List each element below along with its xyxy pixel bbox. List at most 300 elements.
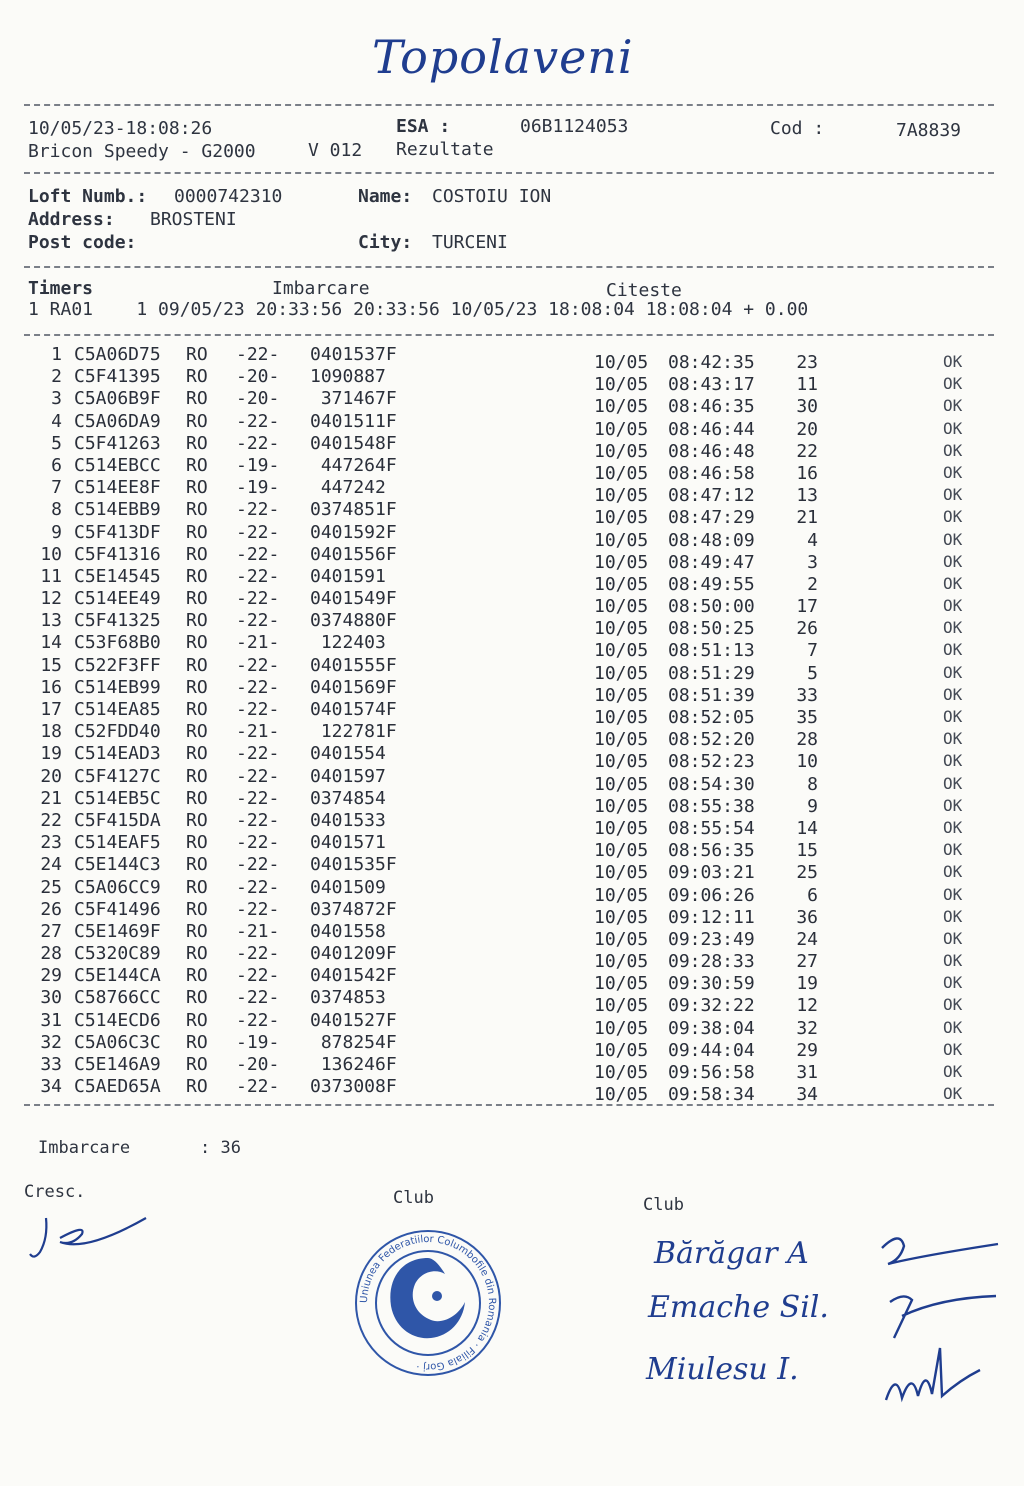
arrival-date: 10/05: [594, 1039, 649, 1061]
ring-serial: 0374872F: [310, 898, 397, 920]
arrival-date: 10/05: [594, 618, 649, 640]
ring-year: -22-: [236, 499, 280, 521]
table-row: [0, 344, 1024, 373]
ring-serial: 0401574F: [310, 699, 397, 720]
position-number: 32: [796, 1017, 818, 1039]
imbarcare-total-label: Imbarcare: [38, 1138, 131, 1158]
cod-label: Cod :: [770, 118, 825, 139]
arrival-date: 10/05: [594, 440, 649, 462]
arrival-date: 10/05: [594, 906, 649, 928]
ring-year: -22-: [236, 743, 280, 765]
postcode-label: Post code:: [28, 232, 137, 253]
arrival-date: 10/05: [594, 551, 649, 573]
city-label: City:: [358, 232, 413, 253]
divider: [24, 334, 994, 336]
position-number: 15: [796, 840, 818, 862]
mode-label: Rezultate: [396, 139, 494, 160]
position-number: 16: [796, 462, 818, 484]
row-index: 16: [40, 676, 62, 698]
arrival-time: 08:55:38: [668, 795, 755, 817]
status-ok: OK: [943, 751, 963, 771]
arrival-date: 10/05: [594, 573, 649, 595]
city-value: TURCENI: [432, 232, 508, 253]
country-code: RO: [186, 943, 208, 965]
table-row: [0, 632, 1024, 662]
row-index: 19: [40, 743, 62, 765]
country-code: RO: [186, 787, 208, 809]
position-number: 8: [807, 773, 818, 795]
arrival-time: 09:32:22: [668, 995, 755, 1017]
country-code: RO: [186, 432, 208, 454]
table-row: [0, 809, 1024, 839]
ring-year: -22-: [236, 876, 280, 898]
ring-serial: 0401537F: [310, 344, 397, 365]
country-code: RO: [186, 543, 208, 565]
ring-year: -22-: [236, 410, 280, 432]
position-number: 12: [796, 995, 818, 1017]
imbarcare-header: Imbarcare: [272, 278, 370, 299]
position-number: 2: [807, 573, 818, 595]
country-code: RO: [186, 699, 208, 720]
ring-year: -22-: [236, 898, 280, 920]
table-row: [0, 920, 1024, 950]
club-signature-name-3: Miulesu I.: [646, 1352, 799, 1387]
ring-serial: 447264F: [310, 454, 397, 476]
status-ok: OK: [943, 1039, 963, 1059]
ring-code: C5F41316: [74, 543, 161, 565]
status-ok: OK: [943, 662, 963, 682]
ring-serial: 0401555F: [310, 654, 397, 676]
position-number: 4: [807, 529, 818, 551]
ring-year: -20-: [236, 1054, 280, 1075]
arrival-time: 08:46:58: [668, 462, 755, 484]
ring-year: -22-: [236, 654, 280, 676]
country-code: RO: [186, 809, 208, 831]
status-ok: OK: [943, 817, 963, 837]
table-row: [0, 876, 1024, 906]
ring-serial: 371467F: [310, 388, 397, 410]
ring-code: C5F4127C: [74, 765, 161, 787]
table-row: [0, 743, 1024, 773]
ring-year: -22-: [236, 610, 280, 632]
position-number: 19: [796, 973, 818, 995]
ring-year: -22-: [236, 432, 280, 454]
table-row: [0, 1009, 1024, 1039]
ring-serial: 1090887: [310, 366, 386, 388]
status-ok: OK: [943, 596, 963, 616]
position-number: 24: [796, 928, 818, 950]
position-number: 23: [796, 352, 818, 373]
ring-serial: 0373008F: [310, 1076, 397, 1098]
divider: [24, 1104, 994, 1106]
position-number: 35: [796, 707, 818, 728]
ring-year: -22-: [236, 987, 280, 1009]
country-code: RO: [186, 965, 208, 987]
status-ok: OK: [943, 1017, 963, 1037]
ring-serial: 0401535F: [310, 854, 397, 876]
ring-code: C5F41263: [74, 432, 161, 454]
arrival-date: 10/05: [594, 729, 649, 751]
country-code: RO: [186, 1031, 208, 1053]
table-row: [0, 898, 1024, 928]
header-datetime: 10/05/23-18:08:26: [28, 118, 213, 139]
ring-year: -22-: [236, 854, 280, 876]
ring-year: -19-: [236, 1031, 280, 1053]
ring-serial: 447242: [310, 477, 386, 499]
arrival-time: 08:46:48: [668, 440, 755, 462]
club-label-2: Club: [643, 1195, 684, 1215]
country-code: RO: [186, 388, 208, 410]
table-row: [0, 1031, 1024, 1061]
country-code: RO: [186, 854, 208, 876]
status-ok: OK: [943, 862, 963, 882]
citeste-header: Citeste: [606, 280, 682, 301]
loft-value: 0000742310: [174, 186, 283, 207]
arrival-date: 10/05: [594, 684, 649, 706]
row-index: 33: [40, 1054, 62, 1075]
row-index: 12: [40, 588, 62, 610]
position-number: 36: [796, 906, 818, 928]
status-ok: OK: [943, 507, 963, 527]
ring-year: -22-: [236, 543, 280, 565]
ring-code: C52FDD40: [74, 721, 161, 743]
arrival-date: 10/05: [594, 418, 649, 440]
ring-code: C5E146A9: [74, 1054, 161, 1075]
position-number: 22: [796, 440, 818, 462]
table-row: [0, 1076, 1024, 1106]
country-code: RO: [186, 721, 208, 743]
arrival-time: 09:12:11: [668, 906, 755, 928]
country-code: RO: [186, 1076, 208, 1098]
position-number: 25: [796, 862, 818, 884]
arrival-date: 10/05: [594, 795, 649, 817]
ring-serial: 0401554: [310, 743, 386, 765]
ring-year: -22-: [236, 699, 280, 720]
country-code: RO: [186, 588, 208, 610]
cresc-signature: [26, 1208, 166, 1268]
row-index: 26: [40, 898, 62, 920]
table-row: [0, 477, 1024, 507]
table-row: [0, 787, 1024, 817]
loft-label: Loft Numb.:: [28, 186, 148, 207]
name-label: Name:: [358, 186, 413, 207]
arrival-date: 10/05: [594, 773, 649, 795]
row-index: 20: [40, 765, 62, 787]
position-number: 28: [796, 729, 818, 751]
arrival-time: 08:46:35: [668, 396, 755, 418]
status-ok: OK: [943, 1062, 963, 1081]
arrival-date: 10/05: [594, 396, 649, 418]
ring-serial: 0401527F: [310, 1009, 397, 1031]
arrival-date: 10/05: [594, 884, 649, 906]
arrival-date: 10/05: [594, 1017, 649, 1039]
position-number: 21: [796, 507, 818, 529]
country-code: RO: [186, 477, 208, 499]
club-stamp: [353, 1228, 503, 1378]
country-code: RO: [186, 1054, 208, 1075]
ring-code: C514EB99: [74, 676, 161, 698]
imbarcare-total-value: : 36: [200, 1138, 241, 1158]
table-row: [0, 565, 1024, 595]
status-ok: OK: [943, 640, 963, 660]
arrival-time: 08:56:35: [668, 840, 755, 862]
position-number: 20: [796, 418, 818, 440]
arrival-date: 10/05: [594, 840, 649, 862]
club-signature-name-2: Emache Sil.: [648, 1290, 829, 1325]
ring-serial: 0401549F: [310, 588, 397, 610]
row-index: 5: [51, 432, 62, 454]
position-number: 30: [796, 396, 818, 418]
row-index: 17: [40, 699, 62, 720]
device-version: V 012: [308, 140, 363, 161]
arrival-time: 09:03:21: [668, 862, 755, 884]
club-signature-marks: [860, 1220, 1010, 1420]
status-ok: OK: [943, 396, 963, 416]
status-ok: OK: [943, 684, 963, 704]
ring-year: -22-: [236, 832, 280, 854]
arrival-time: 08:51:13: [668, 640, 755, 662]
ring-code: C522F3FF: [74, 654, 161, 676]
table-row: [0, 987, 1024, 1017]
position-number: 27: [796, 951, 818, 973]
row-index: 15: [40, 654, 62, 676]
ring-code: C514EA85: [74, 699, 161, 720]
arrival-date: 10/05: [594, 662, 649, 684]
position-number: 10: [796, 751, 818, 773]
ring-code: C514EE8F: [74, 477, 161, 499]
country-code: RO: [186, 410, 208, 432]
ring-code: C5AED65A: [74, 1076, 161, 1098]
table-row: [0, 765, 1024, 795]
table-row: [0, 499, 1024, 529]
arrival-date: 10/05: [594, 529, 649, 551]
table-row: [0, 943, 1024, 973]
arrival-time: 08:49:47: [668, 551, 755, 573]
ring-year: -20-: [236, 366, 280, 388]
ring-serial: 0374880F: [310, 610, 397, 632]
country-code: RO: [186, 832, 208, 854]
esa-label: ESA :: [396, 116, 451, 137]
ring-code: C5A06DA9: [74, 410, 161, 432]
country-code: RO: [186, 565, 208, 587]
timer-line: 1 RA01 1 09/05/23 20:33:56 20:33:56 10/05/23 18:08:04 18:08:04 + 0.00: [28, 299, 809, 320]
ring-code: C5F41496: [74, 898, 161, 920]
table-row: [0, 676, 1024, 706]
ring-serial: 0401597: [310, 765, 386, 787]
position-number: 29: [796, 1039, 818, 1061]
arrival-time: 09:30:59: [668, 973, 755, 995]
ring-serial: 0374854: [310, 787, 386, 809]
position-number: 17: [796, 596, 818, 618]
timers-label: Timers: [28, 278, 94, 299]
table-row: [0, 410, 1024, 440]
position-number: 6: [807, 884, 818, 906]
arrival-time: 08:54:30: [668, 773, 755, 795]
row-index: 4: [51, 410, 62, 432]
ring-code: C5E1469F: [74, 920, 161, 942]
arrival-time: 08:47:12: [668, 485, 755, 507]
ring-serial: 0374851F: [310, 499, 397, 521]
ring-year: -21-: [236, 721, 280, 743]
status-ok: OK: [943, 529, 963, 549]
arrival-time: 08:52:20: [668, 729, 755, 751]
ring-code: C5A06D75: [74, 344, 161, 365]
ring-code: C5E144C3: [74, 854, 161, 876]
country-code: RO: [186, 676, 208, 698]
ring-serial: 0374853: [310, 987, 386, 1009]
row-index: 32: [40, 1031, 62, 1053]
stamp-ring-text: Uniunea Federatiilor Columbofile din Romania · Filiala Gorj ·: [358, 1233, 498, 1373]
country-code: RO: [186, 366, 208, 388]
status-ok: OK: [943, 795, 963, 815]
ring-serial: 0401591: [310, 565, 386, 587]
ring-year: -21-: [236, 920, 280, 942]
table-row: [0, 699, 1024, 728]
arrival-date: 10/05: [594, 707, 649, 728]
status-ok: OK: [943, 729, 963, 749]
ring-code: C514EE49: [74, 588, 161, 610]
row-index: 11: [40, 565, 62, 587]
status-ok: OK: [943, 906, 963, 926]
table-row: [0, 1054, 1024, 1083]
row-index: 24: [40, 854, 62, 876]
address-label: Address:: [28, 209, 115, 230]
table-row: [0, 543, 1024, 573]
arrival-time: 08:51:29: [668, 662, 755, 684]
position-number: 9: [807, 795, 818, 817]
arrival-time: 08:47:29: [668, 507, 755, 529]
ring-serial: 0401571: [310, 832, 386, 854]
arrival-date: 10/05: [594, 995, 649, 1017]
arrival-date: 10/05: [594, 817, 649, 839]
arrival-date: 10/05: [594, 507, 649, 529]
arrival-time: 09:23:49: [668, 928, 755, 950]
position-number: 34: [796, 1084, 818, 1106]
country-code: RO: [186, 610, 208, 632]
table-row: [0, 854, 1024, 884]
country-code: RO: [186, 765, 208, 787]
status-ok: OK: [943, 707, 963, 726]
ring-serial: 0401542F: [310, 965, 397, 987]
arrival-time: 09:44:04: [668, 1039, 755, 1061]
ring-year: -22-: [236, 1076, 280, 1098]
arrival-date: 10/05: [594, 751, 649, 773]
arrival-time: 08:50:00: [668, 596, 755, 618]
arrival-date: 10/05: [594, 596, 649, 618]
position-number: 26: [796, 618, 818, 640]
ring-code: C5F415DA: [74, 809, 161, 831]
table-row: [0, 965, 1024, 995]
ring-code: C5E144CA: [74, 965, 161, 987]
ring-year: -22-: [236, 521, 280, 543]
row-index: 3: [51, 388, 62, 410]
cod-value: 7A8839: [896, 120, 962, 141]
ring-year: -22-: [236, 809, 280, 831]
ring-code: C5E14545: [74, 565, 161, 587]
position-number: 5: [807, 662, 818, 684]
ring-code: C58766CC: [74, 987, 161, 1009]
club-signature-name-1: Bărăgar A: [654, 1236, 809, 1271]
arrival-date: 10/05: [594, 951, 649, 973]
row-index: 6: [51, 454, 62, 476]
name-value: COSTOIU ION: [432, 186, 552, 207]
ring-code: C5A06CC9: [74, 876, 161, 898]
position-number: 7: [807, 640, 818, 662]
address-value: BROSTENI: [150, 209, 237, 230]
ring-year: -22-: [236, 965, 280, 987]
status-ok: OK: [943, 884, 963, 904]
ring-code: C514EBCC: [74, 454, 161, 476]
ring-serial: 0401511F: [310, 410, 397, 432]
divider: [24, 172, 994, 174]
ring-year: -19-: [236, 477, 280, 499]
country-code: RO: [186, 876, 208, 898]
arrival-date: 10/05: [594, 640, 649, 662]
table-row: [0, 454, 1024, 484]
status-ok: OK: [943, 973, 963, 993]
ring-code: C514EB5C: [74, 787, 161, 809]
position-number: 14: [796, 817, 818, 839]
position-number: 31: [796, 1062, 818, 1083]
ring-serial: 0401548F: [310, 432, 397, 454]
row-index: 2: [51, 366, 62, 388]
arrival-time: 08:52:05: [668, 707, 755, 728]
club-label: Club: [393, 1188, 434, 1208]
row-index: 18: [40, 721, 62, 743]
arrival-time: 08:55:54: [668, 817, 755, 839]
row-index: 28: [40, 943, 62, 965]
table-row: [0, 388, 1024, 418]
ring-serial: 122403: [310, 632, 386, 654]
country-code: RO: [186, 454, 208, 476]
ring-year: -20-: [236, 388, 280, 410]
table-row: [0, 832, 1024, 862]
divider: [24, 104, 994, 106]
position-number: 33: [796, 684, 818, 706]
country-code: RO: [186, 632, 208, 654]
ring-year: -22-: [236, 676, 280, 698]
row-index: 31: [40, 1009, 62, 1031]
row-index: 8: [51, 499, 62, 521]
ring-serial: 0401569F: [310, 676, 397, 698]
arrival-date: 10/05: [594, 1062, 649, 1083]
country-code: RO: [186, 920, 208, 942]
cresc-label: Cresc.: [24, 1182, 86, 1202]
table-row: [0, 610, 1024, 640]
status-ok: OK: [943, 928, 963, 948]
ring-code: C53F68B0: [74, 632, 161, 654]
arrival-time: 08:50:25: [668, 618, 755, 640]
country-code: RO: [186, 344, 208, 365]
ring-serial: 0401533: [310, 809, 386, 831]
ring-code: C5F41325: [74, 610, 161, 632]
row-index: 23: [40, 832, 62, 854]
ring-serial: 122781F: [310, 721, 397, 743]
position-number: 3: [807, 551, 818, 573]
country-code: RO: [186, 987, 208, 1009]
status-ok: OK: [943, 573, 963, 593]
status-ok: OK: [943, 485, 963, 505]
country-code: RO: [186, 743, 208, 765]
ring-year: -22-: [236, 344, 280, 365]
divider: [24, 266, 994, 268]
device-name: Bricon Speedy - G2000: [28, 141, 256, 162]
status-ok: OK: [943, 440, 963, 460]
ring-serial: 0401556F: [310, 543, 397, 565]
ring-code: C514EAD3: [74, 743, 161, 765]
ring-code: C5A06B9F: [74, 388, 161, 410]
position-number: 11: [796, 374, 818, 396]
